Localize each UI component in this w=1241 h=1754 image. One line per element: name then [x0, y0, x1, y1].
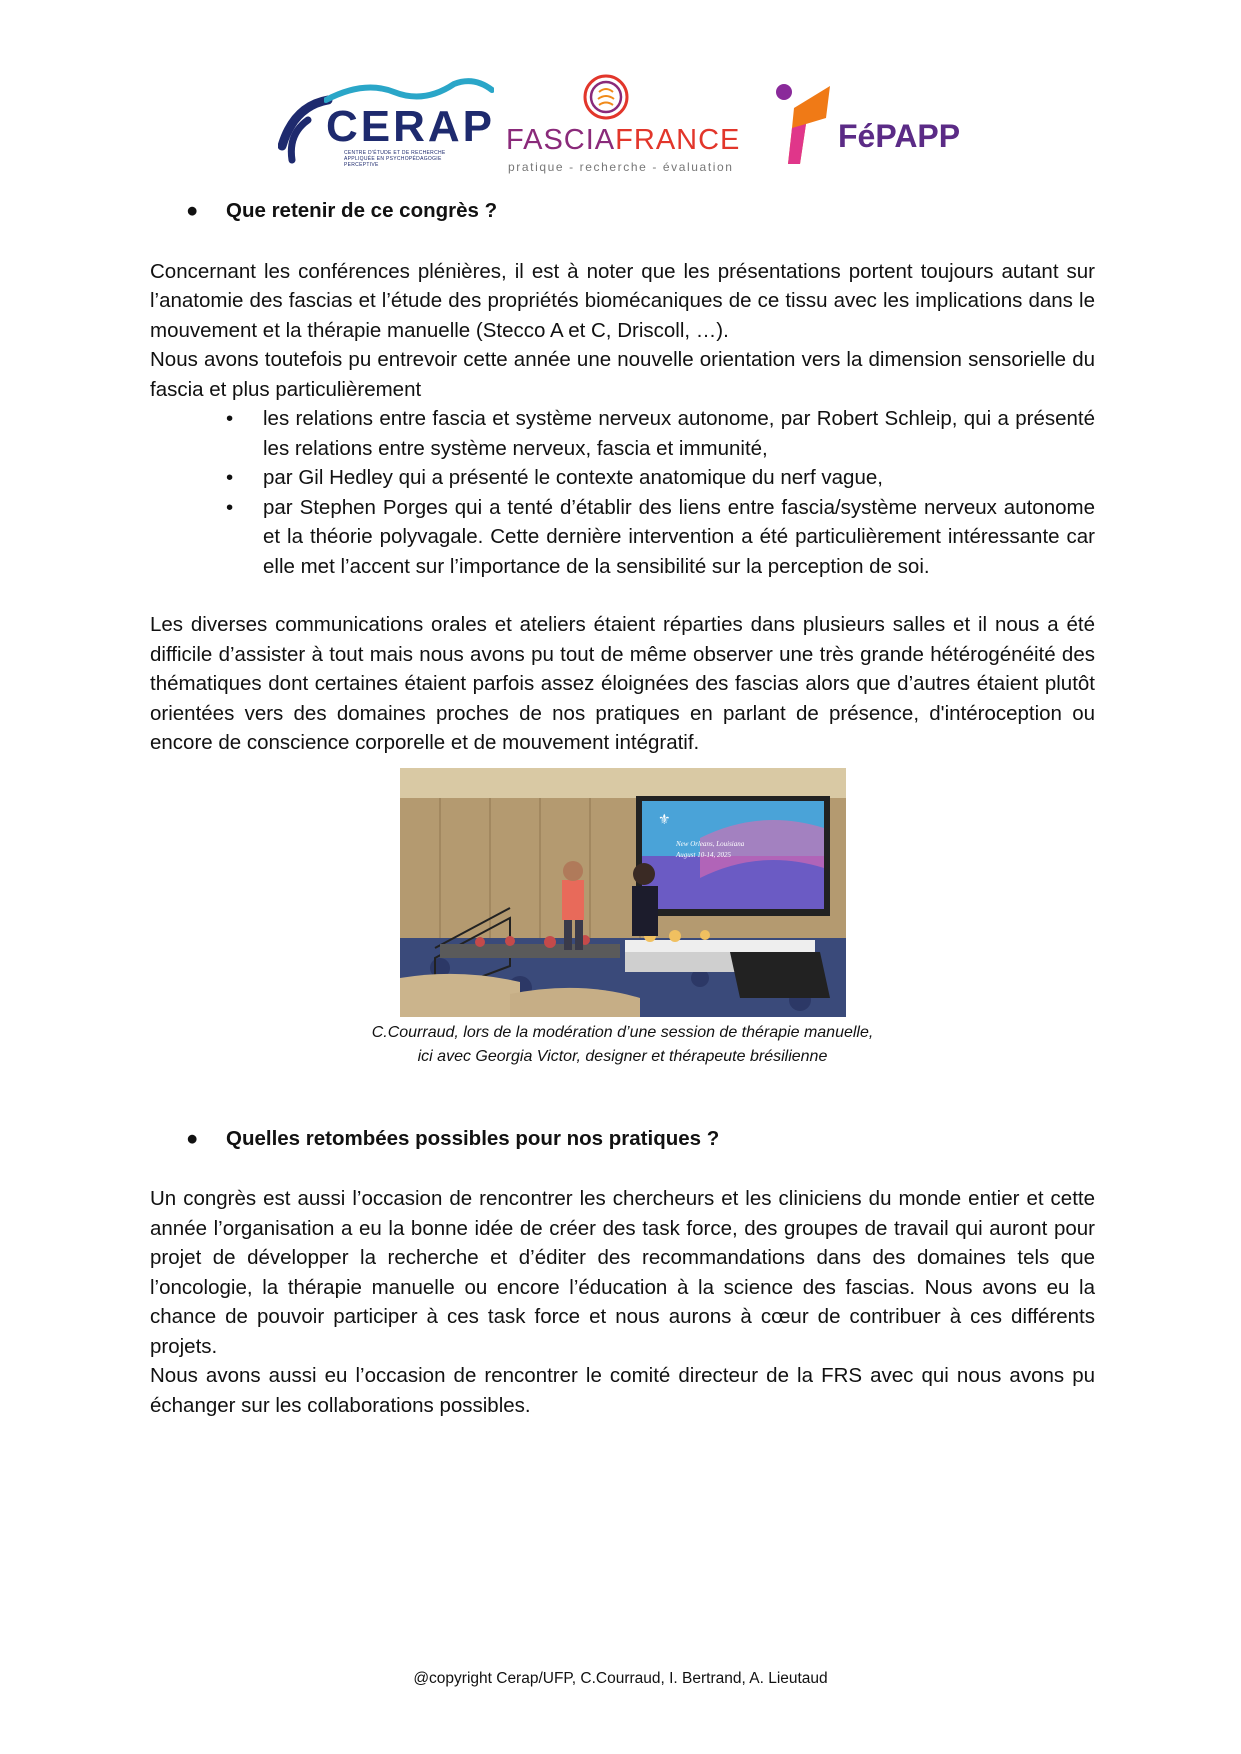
paragraph: Concernant les conférences plénières, il est à noter que les présentations portent toujours autant sur l’anatomie des fascias et l’étude des propriétés biomécaniques de ce tissu avec les implications dans le mouvement et la thérapie manuelle (Stecco A et C, Driscoll, …). — [150, 259, 1095, 342]
fleur-de-lis-icon: ⚜ — [657, 810, 671, 827]
screen-text-line1: New Orleans, Louisiana — [675, 839, 744, 848]
conference-photo — [400, 768, 846, 1017]
heading-bullet: ● — [186, 199, 199, 222]
heading-text: Que retenir de ce congrès ? — [226, 199, 498, 222]
fepapp-figure-icon — [772, 78, 834, 174]
paragraph: Nous avons aussi eu l’occasion de rencontrer le comité directeur de la FRS avec qui nous avons pu échanger sur les collaborations possibles. — [150, 1364, 1095, 1417]
list-item-text: par Stephen Porges qui a tenté d’établir des liens entre fascia/système nerveux autonome et la théorie polyvagale. Cette dernière intervention a été particulièrement intéressante car elle met l’accent sur l’importance de la sensibilité sur la perception de soi. — [263, 495, 1095, 578]
screen-text-line2: August 10-14, 2025 — [675, 850, 731, 859]
cerap-subtitle: CENTRE D'ÉTUDE ET DE RECHERCHE APPLIQUÉE EN PSYCHOPÉDAGOGIE PERCEPTIVE — [344, 150, 446, 168]
cerap-logo — [284, 90, 496, 168]
list-bullet: • — [226, 466, 234, 489]
list-item-text: les relations entre fascia et système nerveux autonome, par Robert Schleip, qui a présenté les relations entre système nerveux, fascia et immunité, — [263, 407, 1095, 460]
list-bullet: • — [226, 407, 234, 430]
fasciafrance-logo — [506, 74, 741, 174]
section-heading-retenir — [150, 196, 1095, 226]
fascia-word-part1: FASCIA — [506, 124, 616, 156]
bullet-list — [150, 404, 1095, 581]
list-item — [150, 493, 1095, 582]
paragraph: Nous avons toutefois pu entrevoir cette année une nouvelle orientation vers la dimension sensorielle du fascia et plus particulièrement — [150, 348, 1095, 401]
fascia-circle-icon — [581, 72, 631, 122]
paragraph: Les diverses communications orales et ateliers étaient réparties dans plusieurs salles et il nous a été difficile d’assister à tout mais nous avons pu tout de même observer une très grande hétérogénéité des thématiques dont certaines étaient parfois assez éloignées des fascias alors que d’autres étaient plutôt orientées vers des domaines proches de nos pratiques en parlant de présence, d'intéroception ou encore de conscience corporelle et de mouvement intégratif. — [150, 613, 1095, 754]
caption-line: C.Courraud, lors de la modération d’une session de thérapie manuelle, — [371, 1023, 874, 1041]
fepapp-logo — [772, 84, 982, 176]
caption-line: ici avec Georgia Victor, designer et thérapeute brésilienne — [417, 1047, 828, 1065]
list-bullet: • — [226, 495, 234, 519]
cerap-wordmark: CERAP — [326, 102, 496, 151]
page-footer: @copyright Cerap/UFP, C.Courraud, I. Bertrand, A. Lieutaud — [413, 1670, 828, 1687]
list-item — [150, 404, 1095, 463]
fascia-word-part2: FRANCE — [615, 124, 741, 156]
photo-figure — [150, 768, 1095, 1069]
fepapp-wordmark: FéPAPP — [838, 118, 961, 154]
heading-bullet: ● — [186, 1126, 199, 1150]
logo-bar — [0, 62, 1241, 182]
heading-text: Quelles retombées possibles pour nos pratiques ? — [226, 1126, 720, 1150]
document-body — [150, 196, 1095, 1420]
fasciafrance-wordmark — [506, 124, 740, 157]
paragraph: Un congrès est aussi l’occasion de rencontrer les chercheurs et les cliniciens du monde entier et cette année l’organisation a eu la bonne idée de créer des task force, des groupes de travail qui auront pour projet de développer la recherche et d’éditer des recommandations dans des domaines tels que l’oncologie, la thérapie manuelle ou encore l’éducation à la science des fascias. Nous avons eu la chance de pouvoir participer à ces task force et nous aurons à cœur de contribuer à ces différents projets. — [150, 1187, 1095, 1358]
fasciafrance-tagline: pratique - recherche - évaluation — [508, 160, 734, 174]
section-heading-retombees — [150, 1124, 1095, 1154]
photo-caption — [150, 1021, 1095, 1069]
list-item — [150, 463, 1095, 493]
list-item-text: par Gil Hedley qui a présenté le contexte anatomique du nerf vague, — [263, 466, 883, 489]
